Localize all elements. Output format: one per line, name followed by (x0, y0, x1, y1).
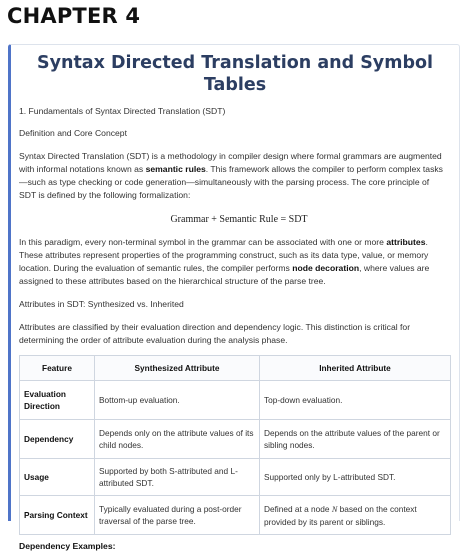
header-feature: Feature (20, 356, 95, 381)
table-cell: Supported by both S-attributed and L-attributed SDT. (95, 459, 260, 496)
text-run: Syntax Directed Translation (SDT) is a methodology in compiler design where formal grammars are augmented with informal notations known as (19, 151, 442, 174)
subsection-heading-attributes: Attributes in SDT: Synthesized vs. Inherited (19, 299, 184, 309)
table-cell: Bottom-up evaluation. (95, 381, 260, 420)
content-card (8, 44, 460, 551)
text-run: based on the context provided by its parent or siblings. (264, 503, 417, 527)
classification-paragraph: Attributes are classified by their evaluation direction and dependency logic. This distinction is critical for determining the order of attribute evaluation during the analysis phase. (19, 322, 411, 345)
table-cell (260, 496, 451, 535)
table-cell: Supported only by L-attributed SDT. (260, 459, 451, 496)
table-row (20, 496, 451, 535)
text-run: , where values are assigned to these attributes based on the hierarchical structure of the parse tree. (19, 263, 430, 286)
table-cell-feature: Parsing Context (20, 496, 95, 535)
attribute-comparison-table (19, 355, 451, 535)
section-title: Syntax Directed Translation and Symbol Tables (36, 53, 434, 95)
table-cell-feature: Dependency (20, 420, 95, 459)
subsection-heading-fundamentals: 1. Fundamentals of Syntax Directed Translation (SDT) (19, 106, 226, 116)
table-cell-feature: Usage (20, 459, 95, 496)
text-run: In this paradigm, every non-terminal symbol in the grammar can be associated with one or more (19, 237, 387, 247)
header-inherited: Inherited Attribute (260, 356, 451, 381)
sdt-formula: Grammar + Semantic Rule = SDT (170, 214, 308, 225)
header-synthesized: Synthesized Attribute (95, 356, 260, 381)
table-cell: Top-down evaluation. (260, 381, 451, 420)
subsection-heading-definition: Definition and Core Concept (19, 128, 127, 138)
table-header-row (20, 356, 451, 381)
table-cell-feature: Evaluation Direction (20, 381, 95, 420)
table-row (20, 420, 451, 459)
text-run: Defined at a node (264, 503, 332, 514)
table-cell: Typically evaluated during a post-order traversal of the parse tree. (95, 496, 260, 535)
dependency-examples-heading: Dependency Examples: (19, 541, 116, 551)
sdt-definition-paragraph (19, 150, 447, 202)
table-row (20, 459, 451, 496)
text-run: . This framework allows the compiler to perform complex tasks—such as type checking or code generation—simultaneously with the parsing process. The core principle of SDT is defined by the following formalization: (19, 164, 443, 200)
text-run: . These attributes represent properties of the programming construct, such as its data type, value, or memory location. During the evaluation of semantic rules, the compiler performs (19, 237, 429, 273)
bold-term-attributes: attributes (386, 237, 426, 247)
table-row (20, 381, 451, 420)
table-cell: Depends on the attribute values of the parent or sibling nodes. (260, 420, 451, 459)
table-cell: Depends only on the attribute values of its child nodes. (95, 420, 260, 459)
bold-term-node-decoration: node decoration (292, 263, 360, 273)
math-variable-n: N (331, 504, 338, 514)
chapter-heading: CHAPTER 4 (7, 4, 141, 28)
bold-term-semantic-rules: semantic rules (145, 164, 206, 174)
attributes-paragraph (19, 236, 447, 288)
content-body (11, 105, 459, 553)
